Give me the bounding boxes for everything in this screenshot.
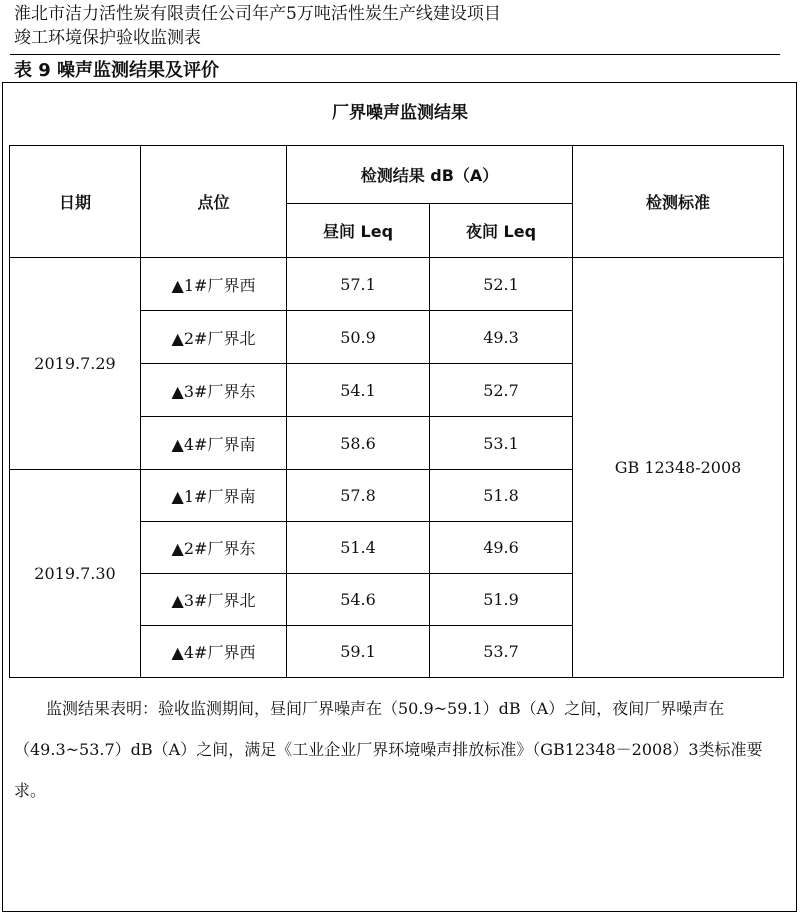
point-cell: ▲2#厂界东 [141,522,287,574]
table-row [10,258,784,311]
header-date: 日期 [10,146,141,258]
standard-cell: GB 12348-2008 [573,258,784,678]
night-value-cell: 51.8 [430,470,573,522]
night-value-cell: 53.1 [430,417,573,470]
header-point: 点位 [141,146,287,258]
header-result: 检测结果 dB（A） [287,146,573,204]
document-header-line-1: 淮北市洁力活性炭有限责任公司年产5万吨活性炭生产线建设项目 [14,4,501,24]
point-cell: ▲4#厂界西 [141,626,287,678]
day-value-cell: 54.1 [287,364,430,417]
day-value-cell: 51.4 [287,522,430,574]
night-value-cell: 52.7 [430,364,573,417]
point-cell: ▲3#厂界东 [141,364,287,417]
night-value-cell: 49.3 [430,311,573,364]
date-cell: 2019.7.29 [10,258,141,470]
night-value-cell: 52.1 [430,258,573,311]
header-standard: 检测标准 [573,146,784,258]
conclusion-paragraph: 监测结果表明：验收监测期间，昼间厂界噪声在（50.9~59.1）dB（A）之间，夜间厂界噪声在（49.3~53.7）dB（A）之间，满足《工业企业厂界环境噪声排放标准》（GB12348－2008）3类标准要求。 [14,699,763,800]
night-value-cell: 53.7 [430,626,573,678]
header-night: 夜间 Leq [430,204,573,258]
day-value-cell: 59.1 [287,626,430,678]
point-cell: ▲3#厂界北 [141,574,287,626]
date-cell: 2019.7.30 [10,470,141,678]
day-value-cell: 57.1 [287,258,430,311]
section-title: 表 9 噪声监测结果及评价 [14,60,220,81]
day-value-cell: 58.6 [287,417,430,470]
day-value-cell: 57.8 [287,470,430,522]
header-day: 昼间 Leq [287,204,430,258]
day-value-cell: 50.9 [287,311,430,364]
document-header-line-2: 竣工环境保护验收监测表 [14,28,201,48]
point-cell: ▲1#厂界南 [141,470,287,522]
night-value-cell: 49.6 [430,522,573,574]
point-cell: ▲2#厂界北 [141,311,287,364]
night-value-cell: 51.9 [430,574,573,626]
table-caption: 厂界噪声监测结果 [332,103,468,123]
day-value-cell: 54.6 [287,574,430,626]
point-cell: ▲1#厂界西 [141,258,287,311]
header-divider [10,54,780,55]
noise-results-table [9,145,784,678]
point-cell: ▲4#厂界南 [141,417,287,470]
